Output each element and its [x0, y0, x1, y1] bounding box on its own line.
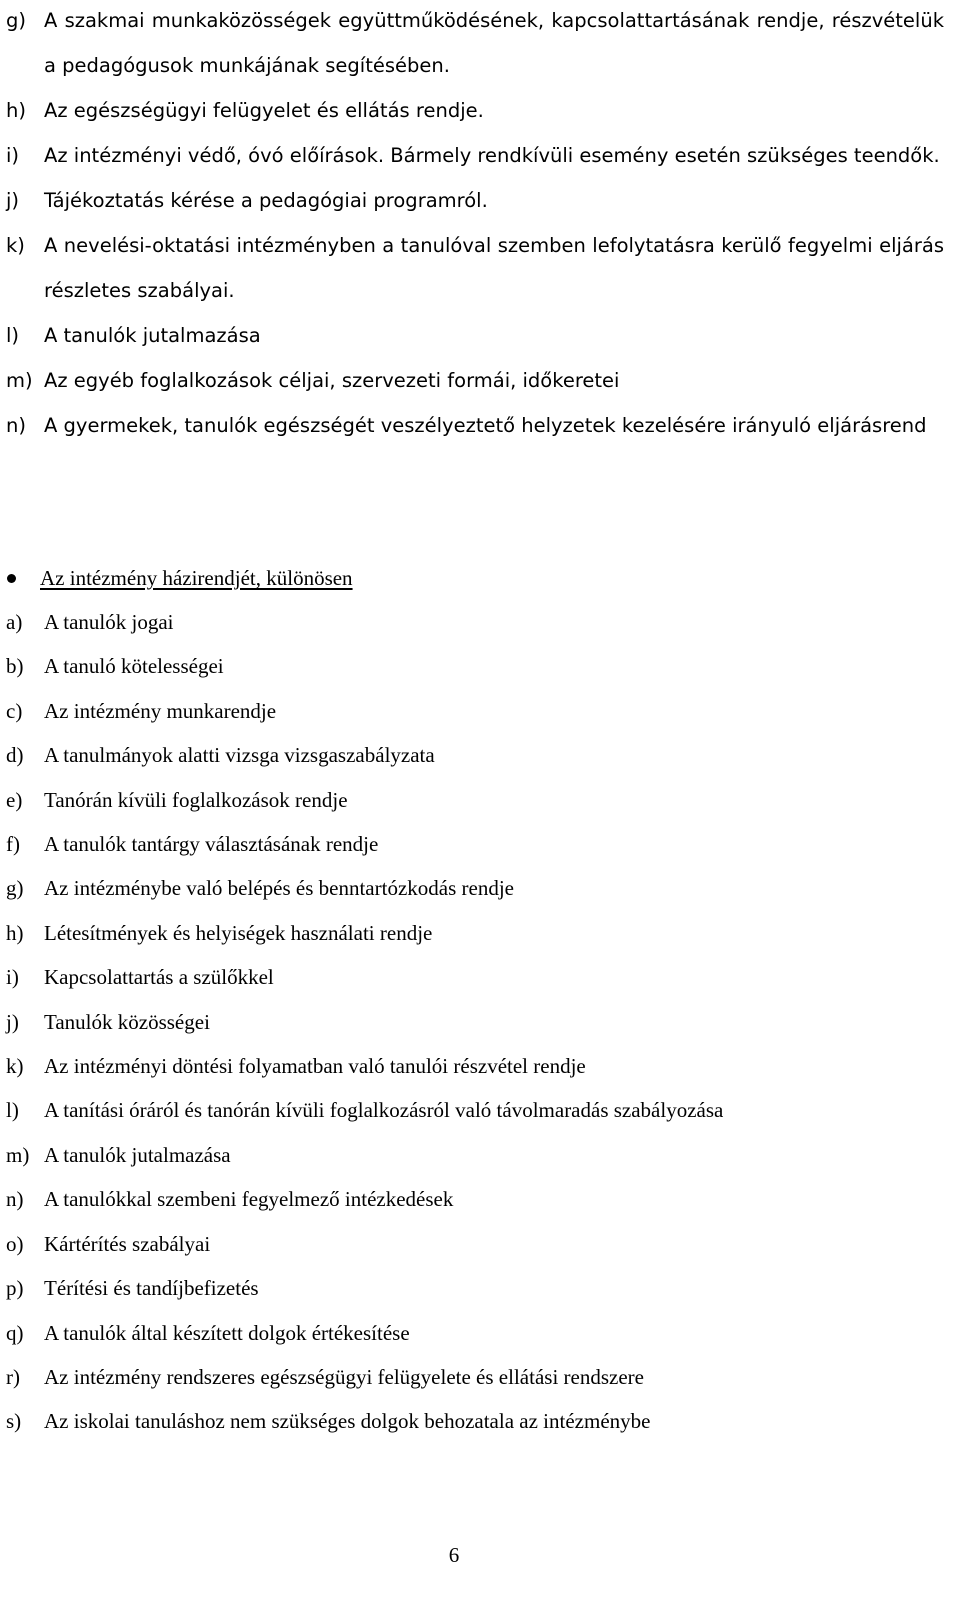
list-text: Az intézmény munkarendje	[44, 698, 277, 723]
list-text: A tanulók jogai	[44, 610, 174, 634]
list-text: Az egyéb foglalkozások céljai, szervezeti formái, időkeretei	[44, 369, 620, 392]
page-number: 6	[448, 1543, 460, 1567]
list-letter: c)	[6, 698, 23, 723]
list-letter: j)	[6, 1009, 19, 1034]
list-letter: s)	[6, 1409, 22, 1434]
list-text: Tanórán kívüli foglalkozások rendje	[44, 787, 348, 812]
top-list	[6, 0, 944, 448]
house-rules-list	[6, 600, 944, 1444]
list-letter: f)	[6, 832, 20, 857]
list-text: A tanulók tantárgy választásának rendje	[44, 832, 379, 857]
list-item	[6, 358, 944, 403]
list-item	[6, 1133, 944, 1177]
list-letter: k)	[6, 234, 25, 257]
list-item	[6, 822, 944, 866]
list-item	[6, 955, 944, 999]
list-item	[6, 1266, 944, 1310]
list-text: A tanulók jutalmazása	[44, 1142, 231, 1167]
list-text: Az intézményi védő, óvó előírások. Bármely rendkívüli esemény esetén szükséges teendők.	[44, 144, 940, 167]
list-item	[6, 88, 944, 133]
list-text: Térítési és tandíjbefizetés	[44, 1276, 259, 1301]
list-text: A tanulmányok alatti vizsga vizsgaszabályzata	[44, 743, 435, 768]
list-text: A gyermekek, tanulók egészségét veszélyeztető helyzetek kezelésére irányuló eljárásrend	[44, 414, 927, 437]
list-letter: b)	[6, 654, 24, 679]
list-item	[6, 1355, 944, 1399]
list-text: Az intézmény rendszeres egészségügyi felügyelete és ellátási rendszere	[44, 1364, 644, 1389]
list-item	[6, 866, 944, 910]
list-item	[6, 1177, 944, 1221]
list-letter: a)	[6, 610, 23, 634]
list-letter: i)	[6, 965, 19, 990]
list-item	[6, 0, 944, 88]
list-text: Kapcsolattartás a szülőkkel	[44, 965, 274, 990]
list-text: Az iskolai tanuláshoz nem szükséges dolgok behozatala az intézménybe	[44, 1409, 651, 1434]
list-item	[6, 911, 944, 955]
list-item	[6, 1399, 944, 1443]
list-letter: l)	[6, 324, 20, 347]
list-item	[6, 313, 944, 358]
list-letter: e)	[6, 787, 23, 812]
list-item	[6, 689, 944, 733]
list-item	[6, 644, 944, 688]
list-item	[6, 733, 944, 777]
list-letter: d)	[6, 743, 24, 768]
list-item	[6, 600, 944, 644]
list-item	[6, 1000, 944, 1044]
list-text: A tanulókkal szembeni fegyelmező intézkedések	[44, 1187, 454, 1212]
list-letter: l)	[6, 1098, 19, 1123]
list-text: A tanulók jutalmazása	[44, 324, 261, 347]
bullet-icon	[7, 574, 16, 583]
list-text: Az intézményi döntési folyamatban való tanulói részvétel rendje	[44, 1054, 586, 1079]
list-letter: q)	[6, 1320, 24, 1345]
list-item	[6, 133, 944, 178]
list-text: Tanulók közösségei	[44, 1009, 210, 1034]
list-text: A tanuló kötelességei	[44, 654, 224, 679]
list-item	[6, 1311, 944, 1355]
list-item	[6, 1044, 944, 1088]
list-letter: m)	[6, 369, 33, 392]
list-letter: i)	[6, 144, 20, 167]
list-text: Kártérítés szabályai	[44, 1231, 211, 1256]
list-text: A tanítási óráról és tanórán kívüli foglalkozásról való távolmaradás szabályozása	[44, 1098, 724, 1123]
list-letter: n)	[6, 414, 26, 437]
list-letter: n)	[6, 1187, 24, 1212]
list-letter: g)	[6, 9, 26, 32]
list-letter: m)	[6, 1142, 30, 1167]
list-letter: h)	[6, 920, 24, 945]
list-letter: g)	[6, 876, 24, 901]
list-item	[6, 778, 944, 822]
list-text: Az egészségügyi felügyelet és ellátás rendje.	[44, 99, 484, 122]
list-letter: o)	[6, 1231, 24, 1256]
list-item	[6, 223, 944, 313]
list-item	[6, 403, 944, 448]
list-text: Tájékoztatás kérése a pedagógiai programról.	[44, 189, 488, 212]
list-letter: p)	[6, 1276, 24, 1301]
list-text: A szakmai munkaközösségek együttműködésének, kapcsolattartásának rendje, részvételük a pedagógusok munkájának segítésében.	[44, 9, 944, 77]
list-text: A nevelési-oktatási intézményben a tanulóval szemben lefolytatásra kerülő fegyelmi eljárás részletes szabályai.	[44, 234, 944, 302]
list-text: A tanulók által készített dolgok értékesítése	[44, 1320, 410, 1345]
bullet-heading	[6, 556, 353, 601]
list-text: Az intézménybe való belépés és benntartózkodás rendje	[44, 876, 514, 901]
list-letter: r)	[6, 1364, 20, 1389]
bullet-heading-text: Az intézmény házirendjét, különösen	[40, 566, 353, 590]
list-item	[6, 1088, 944, 1132]
list-text: Létesítmények és helyiségek használati rendje	[44, 920, 433, 945]
list-item	[6, 178, 944, 223]
list-letter: j)	[6, 189, 20, 212]
list-letter: k)	[6, 1054, 24, 1079]
list-letter: h)	[6, 99, 26, 122]
list-item	[6, 1222, 944, 1266]
